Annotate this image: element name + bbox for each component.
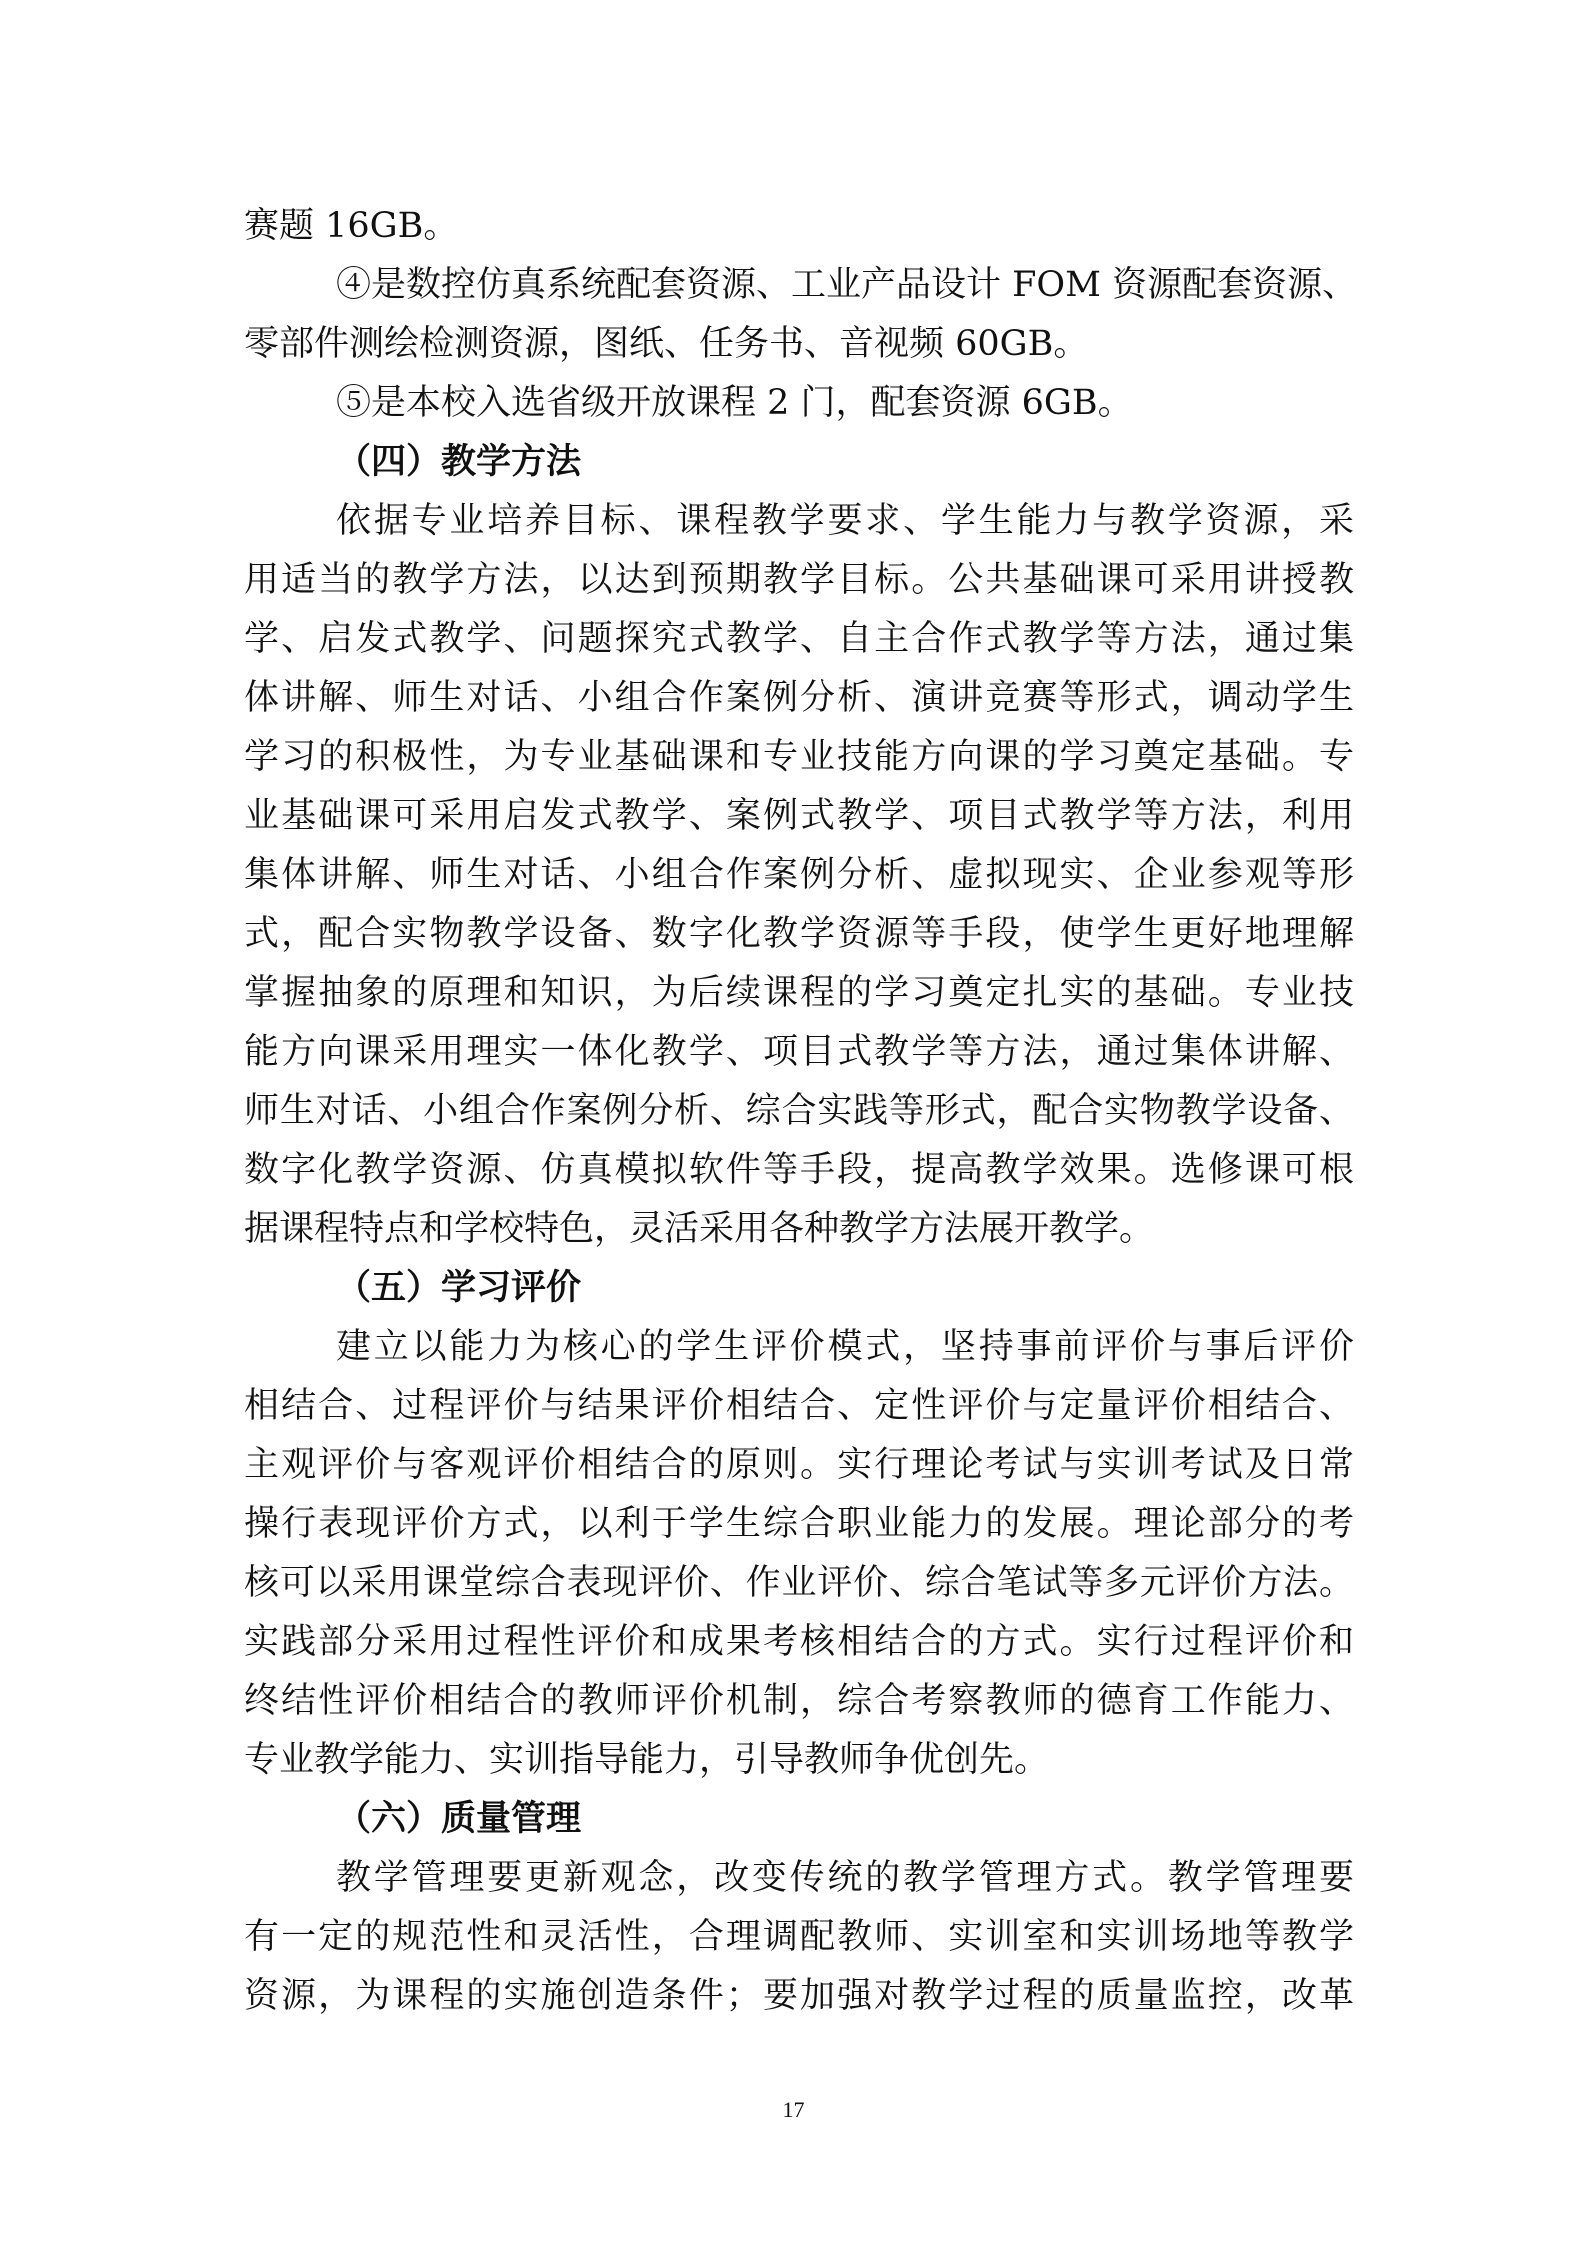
page-number: 17 <box>782 2097 805 2122</box>
body-line: 集体讲解、师生对话、小组合作案例分析、虚拟现实、企业参观等形 <box>244 855 1354 895</box>
body-line: 数字化教学资源、仿真模拟软件等手段，提高教学效果。选修课可根 <box>244 1150 1354 1190</box>
body-line: 能方向课采用理实一体化教学、项目式教学等方法，通过集体讲解、 <box>244 1032 1354 1072</box>
body-line: 师生对话、小组合作案例分析、综合实践等形式，配合实物教学设备、 <box>244 1091 1354 1131</box>
body-line: 相结合、过程评价与结果评价相结合、定性评价与定量评价相结合、 <box>244 1386 1354 1426</box>
body-line: 教学管理要更新观念，改变传统的教学管理方式。教学管理要 <box>336 1858 1354 1898</box>
section-heading-quality-management: （六）质量管理 <box>336 1798 582 1839</box>
body-line: 有一定的规范性和灵活性，合理调配教师、实训室和实训场地等教学 <box>244 1917 1354 1957</box>
body-line: 终结性评价相结合的教师评价机制，综合考察教师的德育工作能力、 <box>244 1681 1354 1721</box>
body-line: 核可以采用课堂综合表现评价、作业评价、综合笔试等多元评价方法。 <box>244 1563 1354 1603</box>
body-line: 据课程特点和学校特色，灵活采用各种教学方法展开教学。 <box>244 1209 1155 1249</box>
body-line: 业基础课可采用启发式教学、案例式教学、项目式教学等方法，利用 <box>244 796 1354 836</box>
body-line: 资源，为课程的实施创造条件；要加强对教学过程的质量监控，改革 <box>244 1976 1354 2016</box>
body-line: ④是数控仿真系统配套资源、工业产品设计 FOM 资源配套资源、 <box>336 265 1358 305</box>
body-line: 主观评价与客观评价相结合的原则。实行理论考试与实训考试及日常 <box>244 1445 1354 1485</box>
body-line: 专业教学能力、实训指导能力，引导教师争优创先。 <box>244 1740 1050 1780</box>
section-heading-teaching-methods: （四）教学方法 <box>336 441 582 482</box>
body-line: 实践部分采用过程性评价和成果考核相结合的方式。实行过程评价和 <box>244 1622 1354 1662</box>
section-heading-learning-evaluation: （五）学习评价 <box>336 1267 582 1308</box>
body-line: 用适当的教学方法，以达到预期教学目标。公共基础课可采用讲授教 <box>244 560 1354 600</box>
body-line: 依据专业培养目标、课程教学要求、学生能力与教学资源，采 <box>336 501 1354 541</box>
body-line: 学、启发式教学、问题探究式教学、自主合作式教学等方法，通过集 <box>244 619 1354 659</box>
body-line: 赛题 16GB。 <box>244 206 459 246</box>
body-line: 掌握抽象的原理和知识，为后续课程的学习奠定扎实的基础。专业技 <box>244 973 1354 1013</box>
body-line: 式，配合实物教学设备、数字化教学资源等手段，使学生更好地理解 <box>244 914 1354 954</box>
body-line: ⑤是本校入选省级开放课程 2 门，配套资源 6GB。 <box>336 383 1133 423</box>
body-line: 建立以能力为核心的学生评价模式，坚持事前评价与事后评价 <box>336 1327 1354 1367</box>
body-line: 操行表现评价方式，以利于学生综合职业能力的发展。理论部分的考 <box>244 1504 1354 1544</box>
body-line: 体讲解、师生对话、小组合作案例分析、演讲竞赛等形式，调动学生 <box>244 678 1354 718</box>
body-line: 零部件测绘检测资源，图纸、任务书、音视频 60GB。 <box>244 324 1089 364</box>
body-line: 学习的积极性，为专业基础课和专业技能方向课的学习奠定基础。专 <box>244 737 1354 777</box>
